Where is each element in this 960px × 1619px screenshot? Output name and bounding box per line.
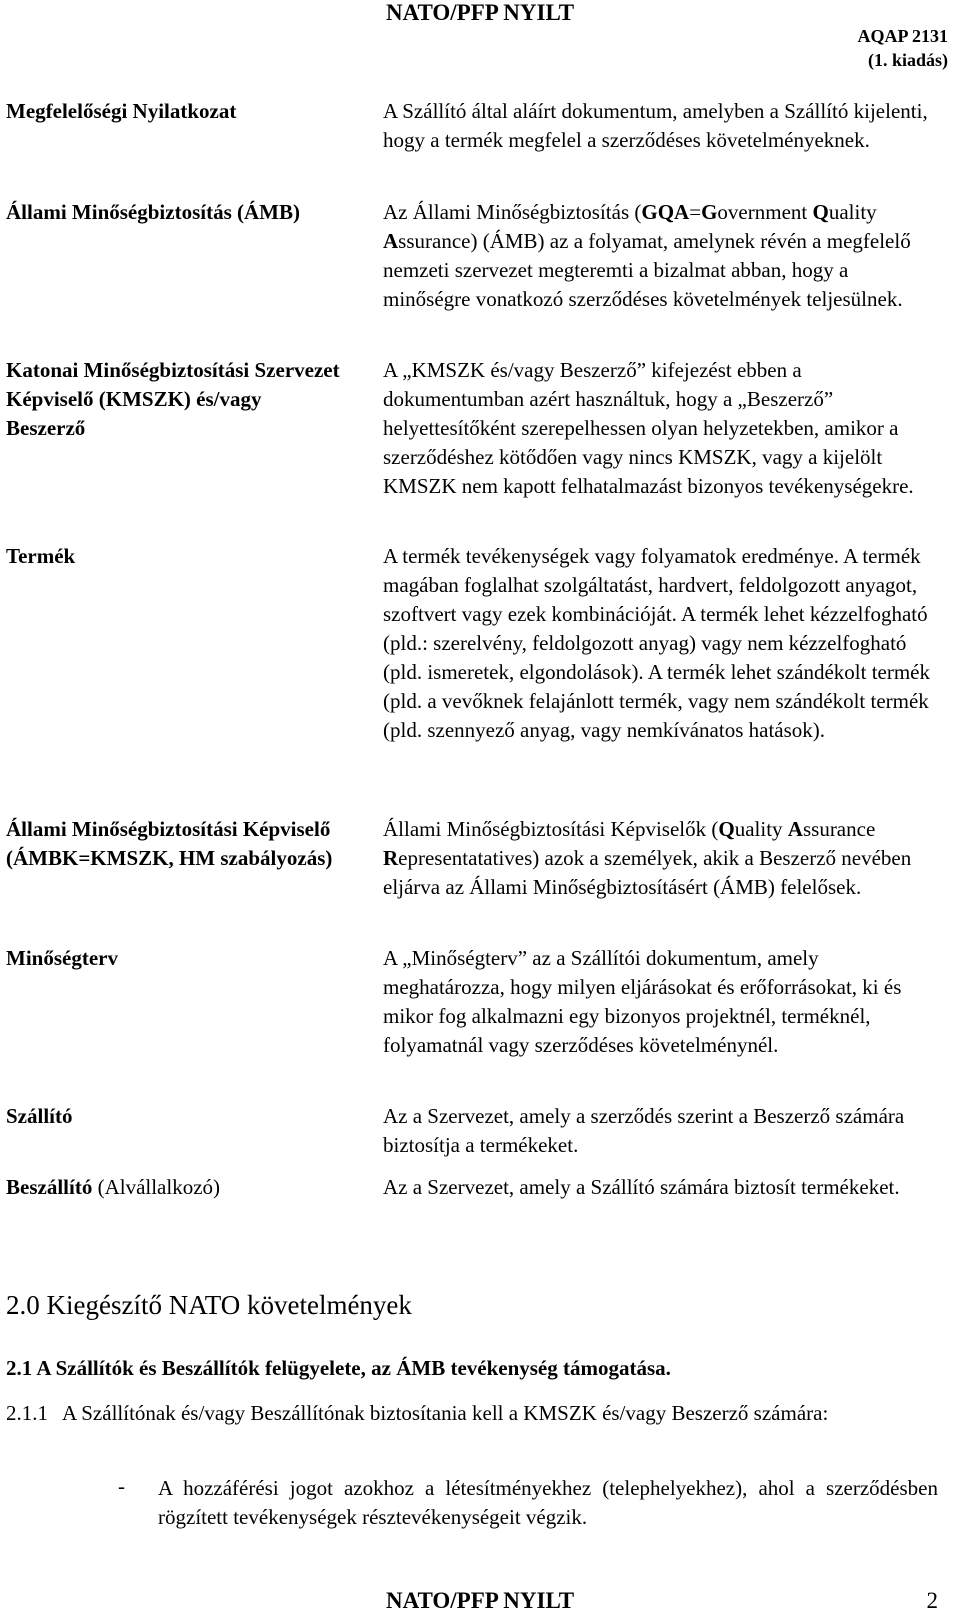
term-termek: Termék bbox=[6, 544, 76, 568]
term-beszallito-label: Beszállító bbox=[6, 1175, 93, 1199]
header-classification: NATO/PFP NYILT bbox=[385, 0, 575, 25]
text-part: ssurance bbox=[802, 817, 876, 841]
term-megfelelosegi-nyilatkozat: Megfelelőségi Nyilatkozat bbox=[6, 99, 237, 123]
text-part: Az Állami Minőségbiztosítás ( bbox=[383, 200, 642, 224]
term-kmszk-beszerzo: Katonai Minőségbiztosítási Szervezet Képviselő (KMSZK) és/vagy Beszerző bbox=[6, 358, 340, 440]
text-part-bold: Q bbox=[718, 817, 735, 841]
text-part: uality bbox=[828, 200, 877, 224]
bullet-text: A hozzáférési jogot azokhoz a létesítményekhez (telephelyekhez), ahol a szerződésben rögzített tevékenységek résztevékenységeit végzik. bbox=[158, 1476, 938, 1529]
term-ambk: Állami Minőségbiztosítási Képviselő (ÁMBK=KMSZK, HM szabályozás) bbox=[6, 817, 333, 870]
document-id bbox=[857, 24, 948, 72]
text-part: epresentatatives) azok a személyek, akik a Beszerző nevében eljárva az Állami Minőségbiztosításért (ÁMB) felelősek. bbox=[383, 846, 912, 899]
definition-szallito: Az a Szervezet, amely a szerződés szerint a Beszerző számára biztosítja a termékeket. bbox=[383, 1104, 905, 1157]
definition-kmszk-beszerzo: A „KMSZK és/vagy Beszerző” kifejezést ebben a dokumentumban azért használtuk, hogy a „Beszerző” helyettesítőként szerepelhessen olyan helyzetekben, amikor a szerződéshez kötődően vagy nincs KMSZK, vagy a kijelölt KMSZK nem kapott felhatalmazást bizonyos tevékenységekre. bbox=[383, 358, 914, 498]
text-part: ssurance) (ÁMB) az a folyamat, amelynek révén a megfelelő nemzeti szervezet megteremti a bizalmat abban, hogy a minőségre vonatkozó szerződéses követelmények teljesülnek. bbox=[383, 229, 911, 311]
definition-termek: A termék tevékenységek vagy folyamatok eredménye. A termék magában foglalhat szolgáltatást, hardvert, feldolgozott anyagot, szoftvert vagy ezek kombinációját. A termék lehet kézzelfogható (pld.: szerelvény, feldolgozott anyag) vagy nem kézzelfogható (pld. ismeretek, elgondolások). A termék lehet szándékolt termék (pld. a vevőknek felajánlott termék, vagy nem szándékolt termék (pld. szennyező anyag, vagy nemkívánatos hatások). bbox=[383, 544, 931, 742]
text-part-bold: A bbox=[787, 817, 803, 841]
term-beszallito-suffix: (Alvállalkozó) bbox=[97, 1175, 221, 1199]
definition-ambk bbox=[383, 815, 938, 902]
paragraph-text: A Szállítónak és/vagy Beszállítónak biztosítania kell a KMSZK és/vagy Beszerző számára: bbox=[62, 1401, 829, 1425]
page-number: 2 bbox=[926, 1588, 938, 1613]
text-part: overnment bbox=[717, 200, 813, 224]
definition-megfelelosegi-nyilatkozat: A Szállító által aláírt dokumentum, amelyben a Szállító kijelenti, hogy a termék megfelel a szerződéses követelményeknek. bbox=[383, 99, 928, 152]
section-heading: 2.0 Kiegészítő NATO követelmények bbox=[6, 1290, 412, 1320]
definition-allami-minosegbiztositas bbox=[383, 198, 938, 314]
term-beszallito bbox=[6, 1173, 346, 1202]
text-part-bold: A bbox=[383, 229, 399, 253]
text-part-bold: GQA bbox=[641, 200, 690, 224]
definition-minosegterv: A „Minőségterv” az a Szállítói dokumentum, amely meghatározza, hogy milyen eljárásokat és erőforrásokat, ki és mikor fog alkalmazni egy bizonyos projektnél, terméknél, folyamatnál vagy szerződéses követelménynél. bbox=[383, 946, 902, 1057]
text-part-bold: G bbox=[701, 200, 718, 224]
text-part: = bbox=[689, 200, 702, 224]
subsection-heading: 2.1 A Szállítók és Beszállítók felügyelete, az ÁMB tevékenység támogatása. bbox=[6, 1356, 671, 1380]
definition-beszallito: Az a Szervezet, amely a Szállító számára biztosít termékeket. bbox=[383, 1175, 900, 1199]
paragraph-number: 2.1.1 bbox=[6, 1401, 48, 1425]
term-allami-minosegbiztositas: Állami Minőségbiztosítás (ÁMB) bbox=[6, 200, 300, 224]
bullet-dash: - bbox=[118, 1474, 125, 1498]
term-minosegterv: Minőségterv bbox=[6, 946, 118, 970]
term-szallito: Szállító bbox=[6, 1104, 73, 1128]
paragraph-2-1-1 bbox=[6, 1399, 946, 1428]
document-edition: (1. kiadás) bbox=[867, 50, 948, 70]
footer-classification: NATO/PFP NYILT bbox=[385, 1588, 575, 1613]
text-part-bold: R bbox=[383, 846, 399, 870]
text-part: Állami Minőségbiztosítási Képviselők ( bbox=[383, 817, 719, 841]
text-part: uality bbox=[734, 817, 788, 841]
text-part-bold: Q bbox=[812, 200, 829, 224]
document-code: AQAP 2131 bbox=[857, 26, 948, 46]
